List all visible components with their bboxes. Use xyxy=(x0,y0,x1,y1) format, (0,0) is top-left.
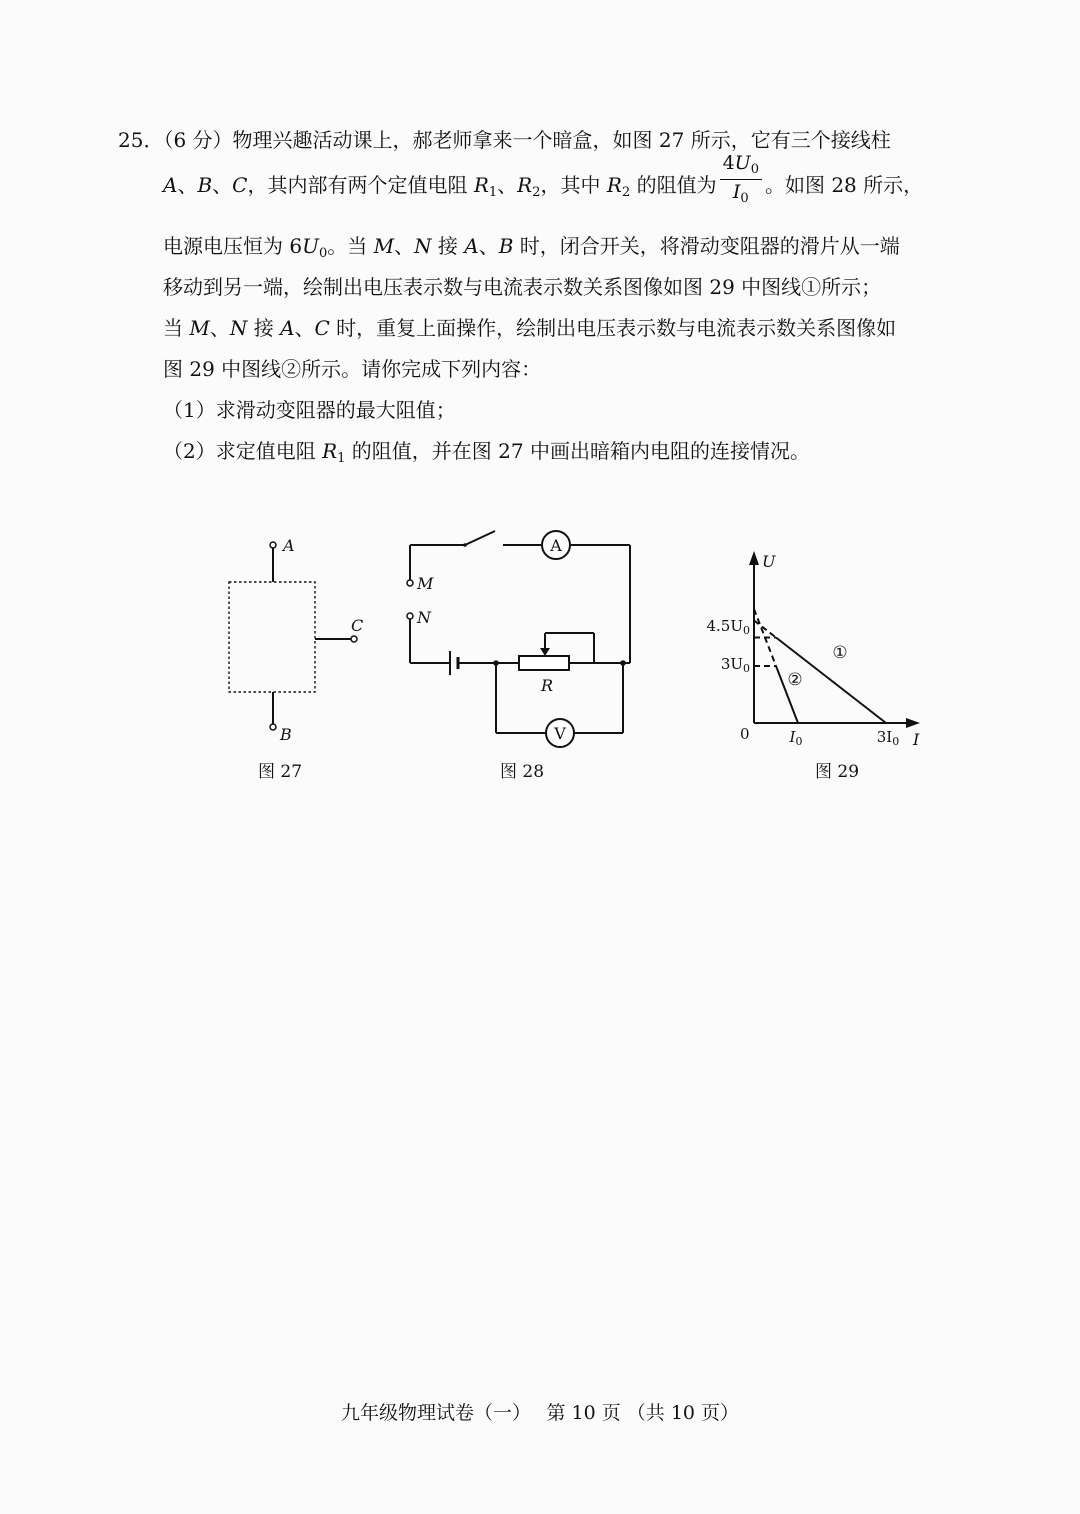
terminal-a xyxy=(270,542,276,548)
voltmeter-label: V xyxy=(554,724,566,743)
fraction-4u0-over-i0: $\frac{4U_0}{I_0}$ xyxy=(720,154,762,205)
terminal-c xyxy=(351,636,357,642)
black-box-outline xyxy=(229,582,315,692)
tick-3i0: $3I_0$ xyxy=(876,728,900,748)
question-line-3: 电源电压恒为 $6U_0$。当 M、N 接 A、B 时，闭合开关，将滑动变阻器的滑片从一端 xyxy=(163,234,900,261)
figure-27-black-box xyxy=(210,530,390,750)
tick-i0: $I_0$ xyxy=(789,728,803,748)
figure-28-caption: 图 28 xyxy=(500,762,545,782)
axis-u-label: U xyxy=(762,552,776,571)
terminal-m-label: M xyxy=(417,574,434,593)
line-2-label: ② xyxy=(787,670,803,690)
figure-29-caption: 图 29 xyxy=(815,762,860,782)
sub-question-2: （2）求定值电阻 $R_1$ 的阻值，并在图 27 中画出暗箱内电阻的连接情况。 xyxy=(163,439,810,466)
figure-28-circuit xyxy=(395,525,645,755)
rheostat-label: R xyxy=(540,676,554,695)
terminal-b xyxy=(270,724,276,730)
terminal-b-label: B xyxy=(280,725,292,744)
tick-3u0: $3U_0$ xyxy=(720,655,750,675)
series-extrapolation-1 xyxy=(754,620,776,637)
axis-i-label: I xyxy=(913,730,920,749)
question-line-4: 移动到另一端，绘制出电压表示数与电流表示数关系图像如图 29 中图线①所示； xyxy=(163,275,882,299)
sub-question-1: （1）求滑动变阻器的最大阻值； xyxy=(163,398,456,422)
figure-29-graph xyxy=(700,545,940,755)
line-1-label: ① xyxy=(832,643,848,663)
tick-4-5u0: $4.5U_0$ xyxy=(706,617,750,637)
question-line-5: 当 M、N 接 A、C 时，重复上面操作，绘制出电压表示数与电流表示数关系图像如 xyxy=(163,316,897,340)
switch-blade xyxy=(465,531,495,545)
figure-27-caption: 图 27 xyxy=(258,762,303,782)
terminal-c-label: C xyxy=(351,616,364,635)
page-footer: 九年级物理试卷（一） 第 10 页 （共 10 页） xyxy=(340,1402,740,1424)
question-line-2: A、B、C，其内部有两个定值电阻 $R_1$、$R_2$，其中 $R_2$ 的阻值为 $\frac{4U_0}{I_0}$ 。如图 28 所示， xyxy=(163,152,924,206)
rheostat xyxy=(519,656,569,670)
question-line-6: 图 29 中图线②所示。请你完成下列内容： xyxy=(163,357,542,381)
terminal-n xyxy=(407,613,413,619)
terminal-a-label: A xyxy=(283,536,295,555)
terminal-n-label: N xyxy=(417,608,431,627)
terminal-m xyxy=(407,580,413,586)
ammeter-label: A xyxy=(550,536,562,555)
question-number: 25．（6 分）物理兴趣活动课上，郝老师拿来一个暗盒，如图 27 所示，它有三个接线柱 xyxy=(118,128,891,152)
origin-label: 0 xyxy=(740,725,750,743)
